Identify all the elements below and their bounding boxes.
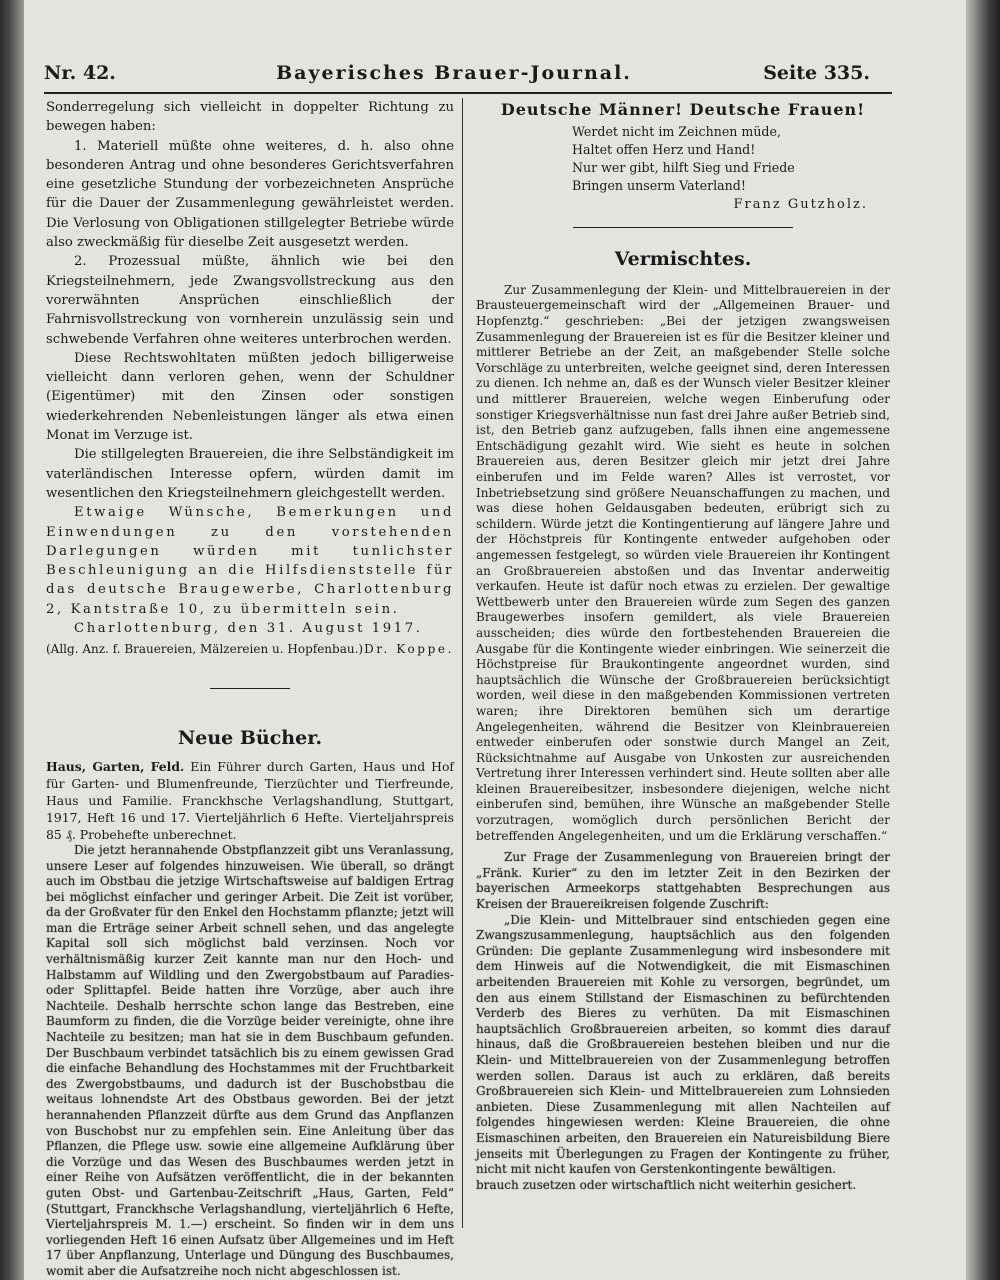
misc-heading: Vermischtes. bbox=[614, 247, 752, 270]
journal-title: Bayerisches Brauer-Journal. bbox=[276, 62, 632, 84]
misc-article-3: „Die Klein- und Mittelbrauer sind entschieden gegen eine Zwangszusammenlegung, hauptsächlich aus den folgenden Gründen: Die geplante Zusammenlegung wird insbesondere mit dem Hinweis auf die Notwendigkeit, die mit Eismaschinen arbeitenden Brauereien mit Kohle zu versorgen, begründet, um den aus einem Stillstand der Eismaschinen zu befürchtenden Verderb des Bieres zu verhüten. Da mit Eismaschinen hauptsächlich Großbrauereien arbeiten, so kommt dies darauf hinaus, daß die Großbrauereien bestehen bleiben und nur die Klein- und Mittelbrauereien von der Zusammenlegung betroffen werden sollen. Daraus ist auch zu erklären, daß bereits Großbrauereien sich Klein- und Mittelbrauereien zum Lohnsieden anbieten. Diese Zusammenlegung mit allen Nachteilen auf folgendes hingewiesen werden: Kleine Brauereien, die ohne Eismaschinen arbeiten, den Brauereien ein Natureisbildung Biere jenseits mit Überlegungen zu Fragen der Kontingente zu früher, nicht mit nicht kaufen von Gerstenkontingente bewältigen. bbox=[476, 912, 890, 1177]
paragraph-materiell: 1. Materiell müßte ohne weiteres, d. h. also ohne besonderen Antrag und ohne besonderes Gerichtsverfahren eine gesetzliche Stundung der vorbezeichneten Ansprüche für die Dauer der Zusammenlegung gewährleistet werden. Die Verlosung von Obligationen stillgelegter Betriebe würde also zweckmäßig für dieselbe Zeit ausgesetzt werden. bbox=[46, 138, 454, 251]
source-note: (Allg. Anz. f. Brauereien, Mälzereien u. Hopfenbau.) bbox=[46, 642, 364, 657]
scan-edge-right bbox=[966, 0, 1000, 1280]
page-number: Seite 335. bbox=[763, 62, 870, 84]
poem-line: Bringen unserm Vaterland! bbox=[572, 178, 746, 194]
poem-line: Haltet offen Herz und Hand! bbox=[572, 142, 756, 158]
misc-article-2: Zur Frage der Zusammenlegung von Brauereien bringt der „Fränk. Kurier“ zu den im letzter Zeit in den Bezirken der bayerischen Armeekorps stattgehabten Besprechungen aus Kreisen der Brauereikreisen folgende Zuschrift: bbox=[476, 850, 890, 912]
misc-article-4: brauch zusetzen oder wirtschaftlich nicht weiterhin gesichert. bbox=[476, 1177, 857, 1192]
poem-author: Franz Gutzholz. bbox=[733, 197, 868, 213]
misc-article-1: Zur Zusammenlegung der Klein- und Mittelbrauereien in der Brausteuergemeinschaft wird der „Allgemeinen Brauer- und Hopfenztg.“ geschrieben: „Bei der jetzigen zwangsweisen Zusammenlegung der Brauereien ist es für die Besitzer kleiner und mittlerer Betriebe an der Zeit, an maßgebender Stelle solche Vorschläge zu unterbreiten, welche geeignet sind, deren Interessen zu dienen. Ich nehme an, daß es der Wunsch vieler Besitzer kleiner und mittlerer Brauereien, welche wegen Einberufung oder sonstiger Kriegsverhältnisse nun fast drei Jahre außer Betrieb sind, ist, den Betrieb ganz aufzugeben, falls ihnen eine angemessene Entschädigung gezahlt wird. Wie sieht es heute in solchen Brauereien aus, deren Besitzer gleich mir jetzt drei Jahre einberufen und im Felde waren? Alles ist verrostet, vor Inbetriebsetzung sind größere Neuanschaffungen zu machen, und was diese hohen Geldausgaben bedeuten, erübrigt sich zu schildern. Würde jetzt die Kontingentierung auf längere Jahre und der Höchstpreis für Kontingente entweder aufgehoben oder angemessen festgelegt, so würden viele Brauereien ihr Kontingent an Großbrauereien abstoßen und das Inventar anderweitig verkaufen. Heute ist dafür noch etwas zu erzielen. Der gewaltige Wettbewerb unter den Brauereien würde zum Segen des ganzen Braugewerbes insofern gemildert, als viele Brauereien ausscheiden; dies würde den fortbestehenden Brauereien die Ausgabe für die Kontingente wieder einbringen. Wie seinerzeit die Höchstpreise für Braukontingente angeordnet wurden, sind hauptsächlich die Wünsche der Großbrauereien berücksichtigt worden, weil diese in den maßgebenden Kommissionen vertreten waren; ihre Direktoren bemühen sich um derartige Angelegenheiten, während die Besitzer von Kleinbrauereien entweder einberufen oder sonstwie durch Mangel an Zeit, Rücksichtnahme auf Ausgabe von Unkosten zur ausreichenden Vertretung ihrer Interessen verhindert sind. Heute sollten aber alle kleinen Brauereibesitzer, insbesondere diejenigen, welche nicht einberufen sind, bemühen, ihre Wünsche an maßgebender Stelle vorzutragen, womöglich durch persönlichen Bericht der betreffenden Angelegenheiten, und um die Erklärung verschaffen.“ bbox=[476, 282, 890, 843]
intro-paragraph: Sonderregelung sich vielleicht in doppelter Richtung zu bewegen haben: bbox=[46, 100, 454, 135]
author: Dr. Koppe. bbox=[364, 642, 454, 657]
paragraph-prozessual: 2. Prozessual müßte, ähnlich wie bei den Kriegsteilnehmern, jede Zwangsvollstreckung aus den vorerwähnten Ansprüchen einschließlich der Fahrnisvollstreckung von vornherein unzulässig sein und schwebende Verfahren ohne weiteres unterbrochen werden. bbox=[46, 254, 454, 347]
poem-rule bbox=[573, 227, 793, 228]
paragraph-stillgelegte: Die stillgelegten Brauereien, die ihre Selbständigkeit im vaterländischen Interesse opfern, würden damit im wesentlichen den Kriegsteilnehmern gleichgestellt werden. bbox=[46, 447, 454, 501]
header-rule bbox=[44, 92, 892, 94]
book-review: Die jetzt herannahende Obstpflanzzeit gibt uns Veranlassung, unsere Leser auf folgendes hinzuweisen. Wie überall, so drängt auch im Obstbau die jetzige Wirtschaftsweise auf baldigen Ertrag bei möglichst einfacher und geringer Arbeit. Die Zeit ist vorüber, da der Großvater für den Enkel den Hochstamm pflanzte; jetzt will man die Erträge seiner Arbeit schnell sehen, und das angelegte Kapital soll sich möglichst bald verzinsen. Noch vor verhältnismäßig kurzer Zeit kannte man nur den Hoch- und Halbstamm auf Wildling und den Zwergobstbaum auf Paradies- oder Splittapfel. Beide hatten ihre Vorzüge, aber auch ihre Nachteile. Deshalb herrschte schon lange das Bestreben, eine Baumform zu finden, die die Vorzüge beider vereinigte, ohne ihre Nachteile zu besitzen; man hat sie in dem Buschbaum gefunden. Der Buschbaum verbindet tatsächlich bis zu einem gewissen Grad die einfache Behandlung des Hochstammes mit der Fruchtbarkeit des Zwergobstbaums, und dadurch ist der Buschobstbau die weitaus lohnendste Art des Obstbaus geworden. Bei der jetzt herannahenden Pflanzzeit dürfte aus dem Grund das Anpflanzen von Buschobst nur zu empfehlen sein. Eine Anleitung über das Pflanzen, die Pflege usw. sowie eine allgemeine Aufklärung über die Vorzüge und das Wesen des Buschbaumes werden jetzt in einer Reihe von Aufsätzen veröffentlicht, die in der bekannten guten Obst- und Gartenbau-Zeitschrift „Haus, Garten, Feld“ (Stuttgart, Franckhsche Verlagshandlung, vierteljährlich 6 Hefte, Vierteljahrspreis M. 1.—) erscheint. So finden wir in dem uns vorliegenden Heft 16 einen Aufsatz über Allgemeines und im Heft 17 über Anpflanzung, Unterlage und Düngung des Buschbaumes, womit aber die Aufsatzreihe noch nicht abgeschlossen ist. bbox=[46, 842, 454, 1278]
poem-line: Werdet nicht im Zeichnen müde, bbox=[572, 124, 781, 140]
left-column bbox=[46, 98, 454, 1280]
poem bbox=[572, 123, 890, 195]
issue-number: Nr. 42. bbox=[44, 62, 116, 84]
book-entry bbox=[46, 758, 454, 843]
book-text: Ein Führer durch Garten, Haus und Hof für Garten- und Blumenfreunde, Tierzüchter und Tierfreunde, Haus und Familie. Franckhsche Verlagshandlung, Stuttgart, 1917, Heft 16 und 17. Vierteljährlich 6 Hefte. Vierteljahrspreis 85 ₰. Probehefte unberechnet. bbox=[46, 758, 454, 842]
paragraph-rechtswohltaten: Diese Rechtswohltaten müßten jedoch billigerweise vielleicht dann verloren gehen, wenn der Schuldner (Eigentümer) mit den Zinsen oder sonstigen wiederkehrenden Nebenleistungen länger als etwa einen Monat im Verzuge ist. bbox=[46, 350, 454, 444]
poem-title: Deutsche Männer! Deutsche Frauen! bbox=[500, 100, 866, 119]
book-title: Haus, Garten, Feld. bbox=[46, 758, 185, 774]
section-rule bbox=[210, 688, 290, 689]
scan-edge-left bbox=[0, 0, 24, 1280]
page-header bbox=[44, 62, 870, 88]
column-divider bbox=[462, 98, 463, 1228]
dateline: Charlottenburg, den 31. August 1917. bbox=[74, 621, 423, 637]
books-heading: Neue Bücher. bbox=[177, 726, 323, 749]
signature-line bbox=[46, 640, 454, 659]
right-column bbox=[476, 98, 890, 1193]
paragraph-wuensche: Etwaige Wünsche, Bemerkungen und Einwendungen zu den vorstehenden Darlegungen würden mit tunlichster Beschleunigung an die Hilfsdienststelle für das deutsche Braugewerbe, Charlottenburg 2, Kantstraße 10, zu übermitteln sein. bbox=[46, 505, 454, 617]
poem-line: Nur wer gibt, hilft Sieg und Friede bbox=[572, 160, 795, 176]
